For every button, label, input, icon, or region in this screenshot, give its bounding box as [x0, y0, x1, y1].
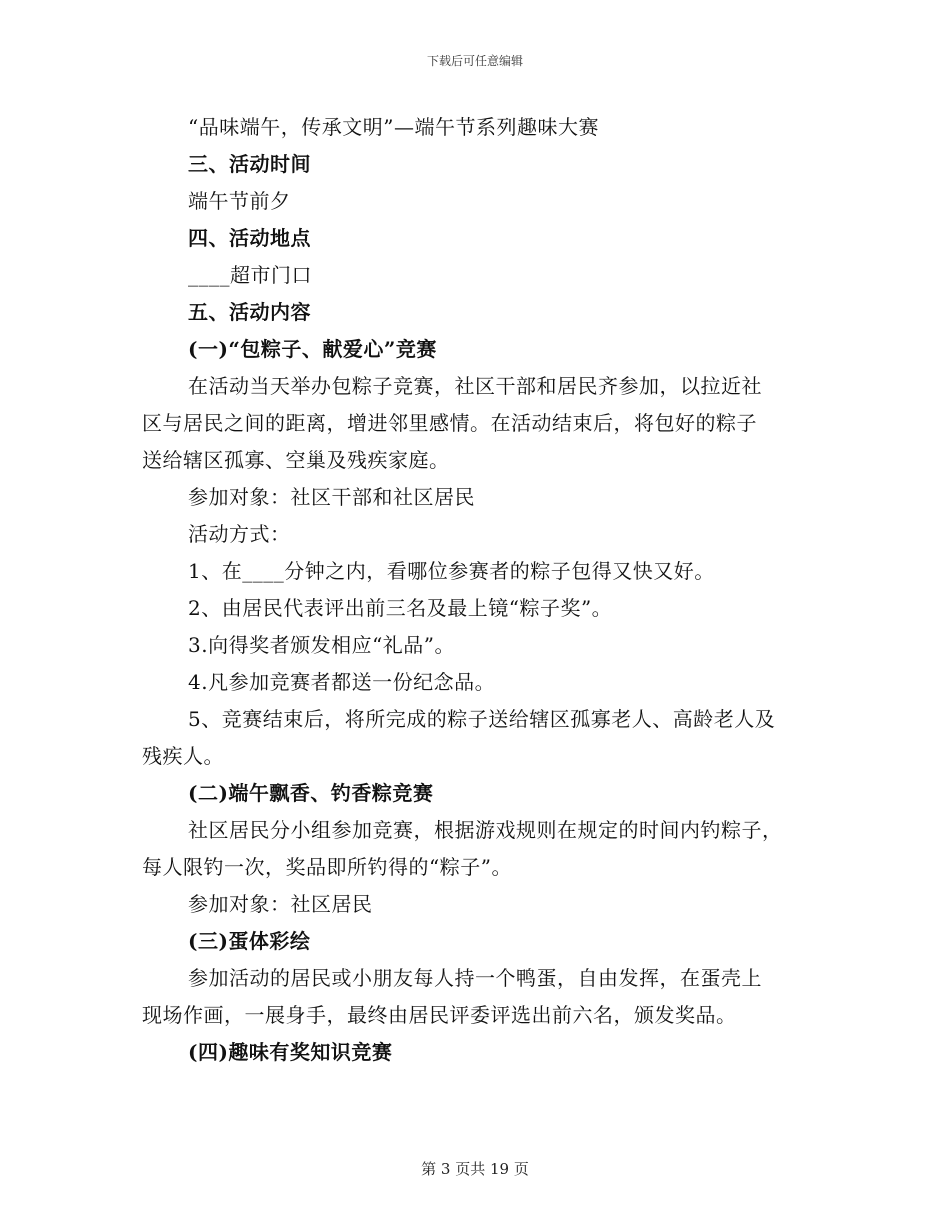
body-line: 参加对象：社区居民	[188, 892, 373, 916]
list-item: 2、由居民代表评出前三名及最上镜“粽子奖”。	[188, 596, 613, 620]
subsection-heading-2: (二)端午飘香、钓香粽竞赛	[188, 781, 434, 805]
list-item: 3.向得奖者颁发相应“礼品”。	[188, 633, 456, 657]
body-line: 参加活动的居民或小朋友每人持一个鸭蛋，自由发挥，在蛋壳上	[188, 966, 762, 990]
body-line: 区与居民之间的距离，增进邻里感情。在活动结束后，将包好的粽子	[142, 411, 757, 435]
body-line: “品味端午，传承文明”—端午节系列趣味大赛	[188, 115, 599, 139]
body-line: 送给辖区孤寡、空巢及残疾家庭。	[142, 448, 450, 472]
body-line: 社区居民分小组参加竞赛，根据游戏规则在规定的时间内钓粽子，	[188, 818, 783, 842]
body-line: 参加对象：社区干部和社区居民	[188, 485, 475, 509]
body-line: 端午节前夕	[188, 189, 291, 213]
body-line: 残疾人。	[142, 744, 224, 768]
section-heading-time: 三、活动时间	[188, 152, 311, 176]
body-line: 活动方式：	[188, 522, 291, 546]
page-header: 下载后可任意编辑	[426, 54, 523, 68]
subsection-heading-4: (四)趣味有奖知识竞赛	[188, 1040, 393, 1064]
body-line: 现场作画，一展身手，最终由居民评委评选出前六名，颁发奖品。	[142, 1003, 737, 1027]
list-item: 1、在____分钟之内，看哪位参赛者的粽子包得又快又好。	[188, 559, 715, 583]
list-item: 4.凡参加竞赛者都送一份纪念品。	[188, 670, 496, 694]
document-body	[142, 109, 808, 1071]
body-line: 在活动当天举办包粽子竞赛，社区干部和居民齐参加，以拉近社	[188, 374, 762, 398]
body-line: ____超市门口	[188, 263, 312, 287]
subsection-heading-1: (一)“包粽子、献爱心”竞赛	[188, 337, 437, 361]
section-heading-location: 四、活动地点	[188, 226, 311, 250]
subsection-heading-3: (三)蛋体彩绘	[188, 929, 311, 953]
list-item: 5、竞赛结束后，将所完成的粽子送给辖区孤寡老人、高龄老人及	[188, 707, 776, 731]
page-footer: 第 3 页共 19 页	[421, 1160, 529, 1178]
body-line: 每人限钓一次，奖品即所钓得的“粽子”。	[142, 855, 512, 879]
section-heading-content: 五、活动内容	[188, 300, 311, 324]
